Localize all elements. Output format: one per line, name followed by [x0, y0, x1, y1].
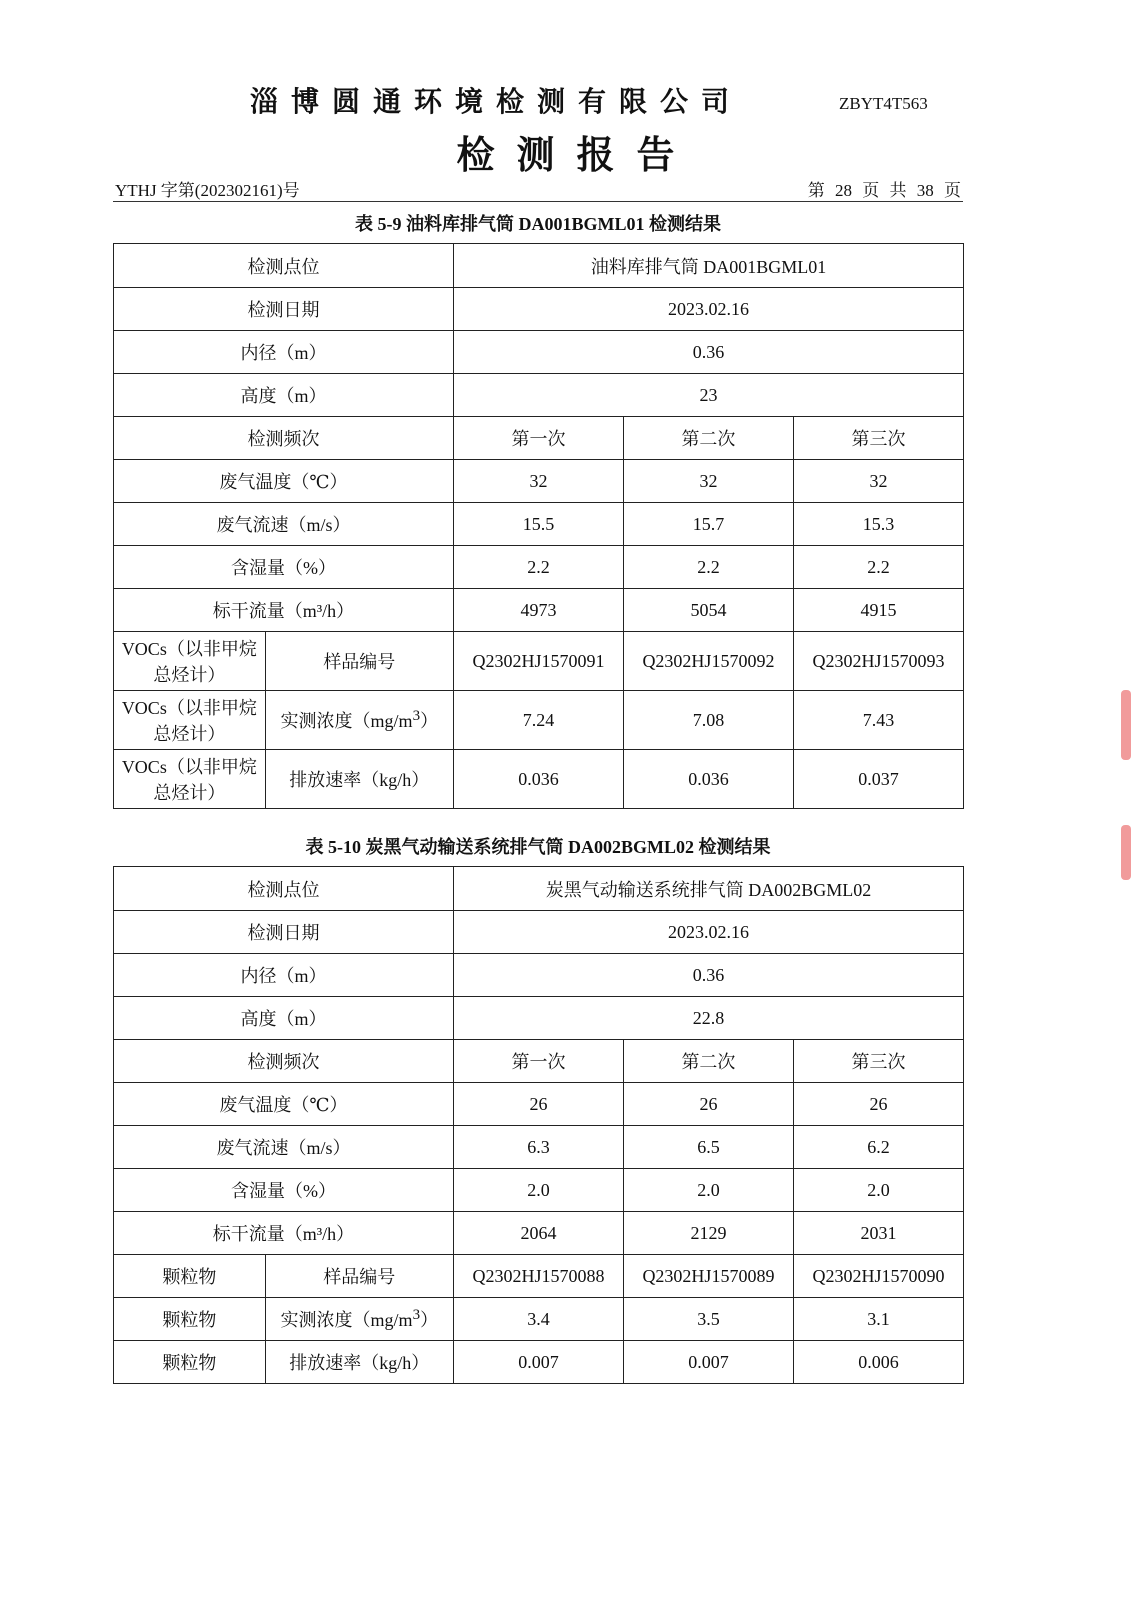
pollutant-name: 颗粒物	[114, 1341, 266, 1384]
concentration-cell: 3.5	[623, 1298, 793, 1341]
report-number: YTHJ 字第(202302161)号	[115, 181, 300, 200]
temp-cell: 32	[793, 460, 963, 503]
freq-cell: 第一次	[453, 1040, 623, 1083]
concentration-label-text: 实测浓度（mg/m	[280, 1310, 413, 1330]
table-row	[114, 867, 964, 911]
table-row	[114, 1169, 964, 1212]
speed-cell: 6.3	[453, 1126, 623, 1169]
freq-label: 检测频次	[114, 1040, 454, 1083]
table-row	[114, 1341, 964, 1384]
speed-cell: 6.2	[793, 1126, 963, 1169]
moisture-cell: 2.2	[453, 546, 623, 589]
height-value: 23	[453, 374, 963, 417]
rate-label: 排放速率（kg/h）	[265, 750, 453, 809]
pollutant-name: VOCs（以非甲烷总烃计）	[114, 691, 266, 750]
rate-label: 排放速率（kg/h）	[265, 1341, 453, 1384]
diameter-label: 内径（m）	[114, 331, 454, 374]
concentration-cell: 7.08	[623, 691, 793, 750]
table1-caption: 表 5-9 油料库排气筒 DA001BGML01 检测结果	[355, 214, 721, 234]
flow-cell: 4915	[793, 589, 963, 632]
table-row	[114, 911, 964, 954]
freq-cell: 第二次	[623, 1040, 793, 1083]
moisture-cell: 2.0	[793, 1169, 963, 1212]
flow-cell: 4973	[453, 589, 623, 632]
flow-cell: 5054	[623, 589, 793, 632]
sample-cell: Q2302HJ1570090	[793, 1255, 963, 1298]
table-row	[114, 417, 964, 460]
speed-cell: 15.3	[793, 503, 963, 546]
moisture-cell: 2.0	[453, 1169, 623, 1212]
table-row	[114, 1298, 964, 1341]
moisture-label: 含湿量（%）	[114, 1169, 454, 1212]
stamp-fragment	[1121, 825, 1131, 880]
flow-cell: 2031	[793, 1212, 963, 1255]
rate-cell: 0.036	[453, 750, 623, 809]
height-value: 22.8	[453, 997, 963, 1040]
speed-label: 废气流速（m/s）	[114, 503, 454, 546]
freq-label: 检测频次	[114, 417, 454, 460]
speed-label: 废气流速（m/s）	[114, 1126, 454, 1169]
height-label: 高度（m）	[114, 374, 454, 417]
concentration-label: 实测浓度$(mg/m^3)$	[265, 1298, 453, 1341]
table-row	[114, 1040, 964, 1083]
diameter-label: 内径（m）	[114, 954, 454, 997]
speed-cell: 15.5	[453, 503, 623, 546]
table-row	[114, 997, 964, 1040]
stamp-fragment	[1121, 690, 1131, 760]
table-row	[114, 331, 964, 374]
speed-cell: 15.7	[623, 503, 793, 546]
rate-cell: 0.036	[623, 750, 793, 809]
point-label: 检测点位	[114, 244, 454, 288]
moisture-label: 含湿量（%）	[114, 546, 454, 589]
concentration-cell: 7.24	[453, 691, 623, 750]
company-name: 淄博圆通环境检测有限公司	[250, 85, 743, 118]
point-label: 检测点位	[114, 867, 454, 911]
table-row	[114, 460, 964, 503]
rate-cell: 0.007	[453, 1341, 623, 1384]
flow-cell: 2129	[623, 1212, 793, 1255]
sample-label: 样品编号	[265, 1255, 453, 1298]
temp-cell: 32	[453, 460, 623, 503]
rate-cell: 0.007	[623, 1341, 793, 1384]
flow-cell: 2064	[453, 1212, 623, 1255]
pollutant-name: 颗粒物	[114, 1255, 266, 1298]
table-row	[114, 503, 964, 546]
freq-cell: 第二次	[623, 417, 793, 460]
table-row	[114, 1255, 964, 1298]
table-row	[114, 1083, 964, 1126]
freq-cell: 第三次	[793, 1040, 963, 1083]
flow-label: 标干流量（m³/h）	[114, 1212, 454, 1255]
sample-cell: Q2302HJ1570088	[453, 1255, 623, 1298]
temp-label: 废气温度（℃）	[114, 460, 454, 503]
concentration-cell: 3.1	[793, 1298, 963, 1341]
sample-label: 样品编号	[265, 632, 453, 691]
table1	[113, 243, 964, 809]
temp-cell: 26	[793, 1083, 963, 1126]
report-title: 检测报告	[456, 132, 697, 177]
table-row	[114, 1126, 964, 1169]
table2	[113, 866, 964, 1384]
flow-label: 标干流量（m³/h）	[114, 589, 454, 632]
moisture-cell: 2.0	[623, 1169, 793, 1212]
freq-cell: 第一次	[453, 417, 623, 460]
table-row	[114, 632, 964, 691]
pollutant-name: VOCs（以非甲烷总烃计）	[114, 750, 266, 809]
table-row	[114, 288, 964, 331]
sample-cell: Q2302HJ1570092	[623, 632, 793, 691]
table2-caption: 表 5-10 炭黑气动输送系统排气筒 DA002BGML02 检测结果	[305, 837, 771, 857]
pollutant-name: 颗粒物	[114, 1298, 266, 1341]
table-row	[114, 750, 964, 809]
sample-cell: Q2302HJ1570091	[453, 632, 623, 691]
diameter-value: 0.36	[453, 331, 963, 374]
point-value: 炭黑气动输送系统排气筒 DA002BGML02	[453, 867, 963, 911]
temp-cell: 26	[623, 1083, 793, 1126]
moisture-cell: 2.2	[623, 546, 793, 589]
date-value: 2023.02.16	[453, 911, 963, 954]
diameter-value: 0.36	[453, 954, 963, 997]
sample-cell: Q2302HJ1570089	[623, 1255, 793, 1298]
table-row	[114, 374, 964, 417]
document-code: ZBYT4T563	[839, 94, 928, 113]
header-rule	[113, 201, 963, 202]
height-label: 高度（m）	[114, 997, 454, 1040]
date-label: 检测日期	[114, 911, 454, 954]
concentration-label: 实测浓度$(mg/m^3)$	[265, 691, 453, 750]
rate-cell: 0.037	[793, 750, 963, 809]
point-value: 油料库排气筒 DA001BGML01	[453, 244, 963, 288]
sample-cell: Q2302HJ1570093	[793, 632, 963, 691]
concentration-cell: 7.43	[793, 691, 963, 750]
rate-cell: 0.006	[793, 1341, 963, 1384]
table-row	[114, 244, 964, 288]
table-row	[114, 589, 964, 632]
temp-label: 废气温度（℃）	[114, 1083, 454, 1126]
page-info: 第 28 页 共 38 页	[807, 181, 961, 200]
table-row	[114, 1212, 964, 1255]
date-label: 检测日期	[114, 288, 454, 331]
table-row	[114, 954, 964, 997]
date-value: 2023.02.16	[453, 288, 963, 331]
moisture-cell: 2.2	[793, 546, 963, 589]
concentration-label-text: 实测浓度（mg/m	[280, 711, 413, 731]
temp-cell: 26	[453, 1083, 623, 1126]
concentration-cell: 3.4	[453, 1298, 623, 1341]
table-row	[114, 691, 964, 750]
speed-cell: 6.5	[623, 1126, 793, 1169]
freq-cell: 第三次	[793, 417, 963, 460]
temp-cell: 32	[623, 460, 793, 503]
table-row	[114, 546, 964, 589]
pollutant-name: VOCs（以非甲烷总烃计）	[114, 632, 266, 691]
